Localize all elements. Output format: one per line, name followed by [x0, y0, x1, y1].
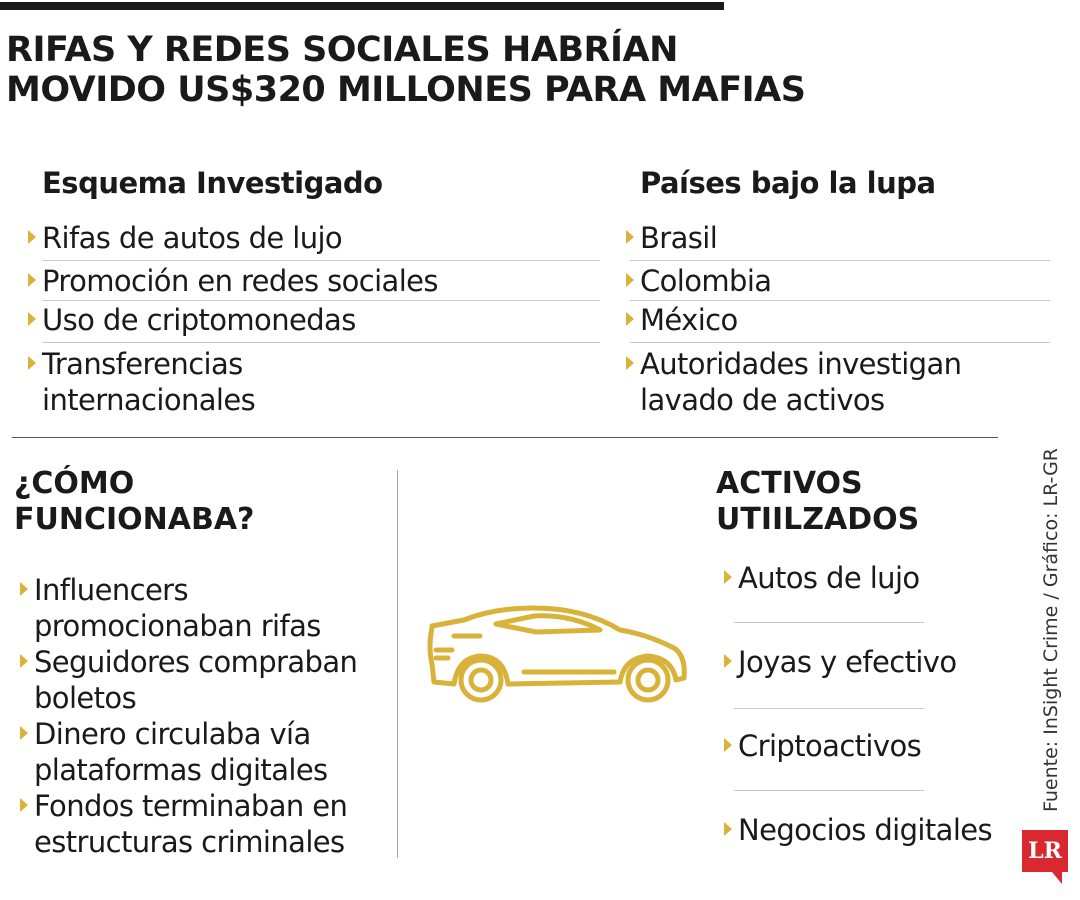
triangle-bullet-icon: [724, 570, 732, 584]
row-divider: [630, 342, 1050, 343]
triangle-bullet-icon: [20, 654, 28, 668]
paises-item: [640, 263, 771, 299]
esquema-item-label: Rifas de autos de lujo: [42, 221, 343, 255]
lr-logo-tail: [1052, 872, 1062, 884]
activos-item: [738, 560, 920, 596]
paises-item-label: México: [640, 303, 738, 337]
paises-item-label: Autoridades investigan lavado de activos: [640, 347, 962, 417]
triangle-bullet-icon: [626, 312, 634, 326]
row-divider: [630, 300, 1050, 301]
esquema-item: [42, 220, 342, 256]
activos-title: ACTIVOS UTIILZADOS: [716, 466, 920, 537]
row-divider: [734, 622, 924, 623]
top-rule: [0, 2, 724, 10]
row-divider: [42, 342, 600, 343]
como-item-label: Dinero circulaba vía plataformas digitales: [34, 717, 328, 787]
paises-item: [640, 302, 738, 338]
row-divider: [630, 260, 1050, 261]
como-title: ¿CÓMO FUNCIONABA?: [14, 466, 255, 537]
triangle-bullet-icon: [28, 312, 36, 326]
como-item: [34, 716, 328, 788]
row-divider: [42, 260, 600, 261]
triangle-bullet-icon: [724, 738, 732, 752]
como-item: [34, 788, 347, 860]
activos-item: [738, 812, 992, 848]
como-item-label: Fondos terminaban en estructuras criminales: [34, 789, 348, 859]
row-divider: [42, 300, 600, 301]
activos-item-label: Negocios digitales: [738, 813, 993, 847]
como-item-label: Seguidores compraban boletos: [34, 645, 358, 715]
headline: RIFAS Y REDES SOCIALES HABRÍAN MOVIDO US$320 MILLONES PARA MAFIAS: [6, 30, 806, 110]
esquema-item: [42, 302, 356, 338]
lr-logo: LR: [1022, 830, 1068, 872]
triangle-bullet-icon: [724, 822, 732, 836]
esquema-item: [42, 263, 438, 299]
row-divider: [734, 708, 924, 709]
triangle-bullet-icon: [28, 356, 36, 370]
como-item-label: Influencers promocionaban rifas: [34, 573, 321, 643]
triangle-bullet-icon: [626, 273, 634, 287]
triangle-bullet-icon: [20, 582, 28, 596]
paises-item: [640, 220, 717, 256]
paises-item-label: Colombia: [640, 264, 772, 298]
triangle-bullet-icon: [28, 273, 36, 287]
row-divider: [734, 790, 924, 791]
paises-title: Países bajo la lupa: [640, 166, 936, 200]
activos-item-label: Criptoactivos: [738, 729, 922, 763]
activos-item-label: Autos de lujo: [738, 561, 920, 595]
esquema-item-label: Promoción en redes sociales: [42, 264, 438, 298]
activos-item: [738, 728, 921, 764]
esquema-item: [42, 346, 255, 418]
column-divider: [397, 470, 398, 858]
activos-item: [738, 644, 957, 680]
paises-item-label: Brasil: [640, 221, 718, 255]
triangle-bullet-icon: [626, 356, 634, 370]
paises-item: [640, 346, 961, 418]
car-icon: [424, 596, 690, 706]
triangle-bullet-icon: [20, 726, 28, 740]
triangle-bullet-icon: [20, 798, 28, 812]
esquema-item-label: Uso de criptomonedas: [42, 303, 356, 337]
esquema-item-label: Transferencias internacionales: [42, 347, 256, 417]
como-item: [34, 572, 321, 644]
esquema-title: Esquema Investigado: [42, 166, 383, 200]
como-item: [34, 644, 357, 716]
triangle-bullet-icon: [626, 230, 634, 244]
triangle-bullet-icon: [28, 230, 36, 244]
source-credit: Fuente: InSight Crime / Gráfico: LR-GR: [1040, 447, 1062, 812]
section-divider: [12, 437, 998, 438]
activos-item-label: Joyas y efectivo: [738, 645, 957, 679]
triangle-bullet-icon: [724, 654, 732, 668]
